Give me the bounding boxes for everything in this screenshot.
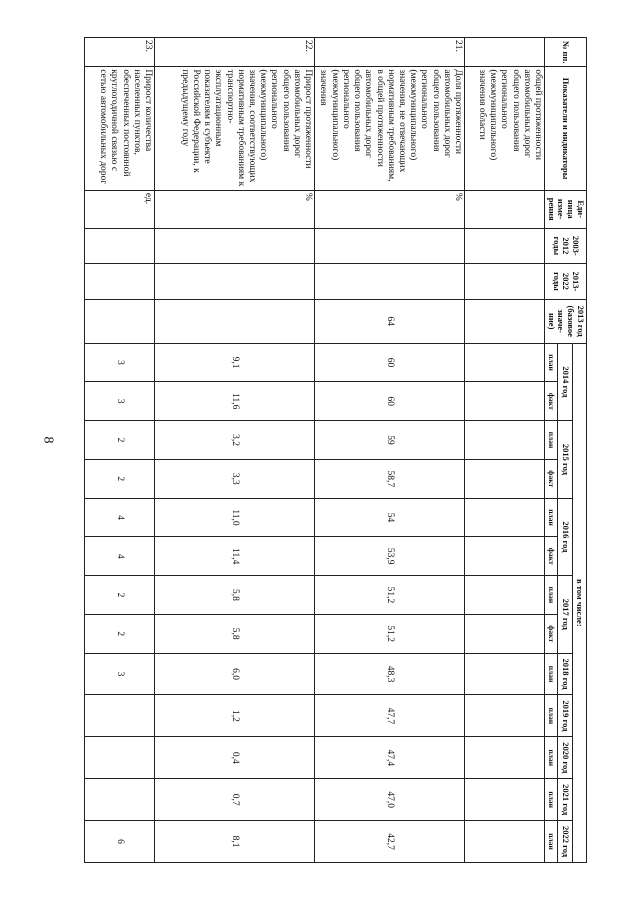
value-cell: 47,7 bbox=[314, 695, 464, 737]
value-cell: 9,1 bbox=[154, 343, 314, 382]
header-plan: план bbox=[544, 821, 557, 863]
value-cell: 8,1 bbox=[154, 821, 314, 863]
table-row bbox=[154, 38, 314, 863]
value-cell: 2 bbox=[84, 421, 154, 460]
header-2016: 2016 год bbox=[558, 498, 572, 575]
header-plan: план bbox=[544, 576, 557, 615]
row-no: 21. bbox=[314, 38, 464, 67]
value-cell: 11,6 bbox=[154, 382, 314, 421]
value-cell: 0,4 bbox=[154, 737, 314, 779]
value-cell: 3 bbox=[84, 343, 154, 382]
indicator-table bbox=[84, 37, 587, 863]
header-2017: 2017 год bbox=[558, 576, 572, 653]
value-cell: 6,0 bbox=[154, 653, 314, 695]
value-cell bbox=[84, 299, 154, 343]
row-unit: ед. bbox=[84, 190, 154, 228]
row-unit: % bbox=[314, 190, 464, 228]
value-cell: 60 bbox=[314, 382, 464, 421]
value-cell: 3,2 bbox=[154, 421, 314, 460]
header-plan: план bbox=[544, 737, 557, 779]
header-plan: план bbox=[544, 695, 557, 737]
header-2020: 2020 год bbox=[558, 737, 572, 779]
value-cell: 11,0 bbox=[154, 498, 314, 537]
page-number: 8 bbox=[40, 436, 56, 444]
value-cell: 3 bbox=[84, 653, 154, 695]
header-2019: 2019 год bbox=[558, 695, 572, 737]
value-cell: 64 bbox=[314, 299, 464, 343]
value-cell: 60 bbox=[314, 343, 464, 382]
value-cell: 58,7 bbox=[314, 459, 464, 498]
row-indicator: общей протяженности автомобильных дорог общего пользования регионального (межмуниципального) значения области bbox=[464, 67, 544, 191]
header-unit: Еди-ница изме-рения bbox=[544, 190, 586, 228]
value-cell: 42,7 bbox=[314, 821, 464, 863]
value-cell bbox=[314, 228, 464, 264]
header-plan: план bbox=[544, 779, 557, 821]
value-cell bbox=[154, 299, 314, 343]
header-indicator: Показатели и индикаторы bbox=[544, 67, 586, 191]
table-row bbox=[464, 38, 544, 863]
value-cell bbox=[314, 264, 464, 300]
indicator-table-sheet bbox=[98, 37, 587, 863]
header-plan: план bbox=[544, 653, 557, 695]
row-indicator: Прирост количества населенных пунктов, обеспеченных постоянной круглогодичной связью с сетью автомобильных дорог bbox=[84, 67, 154, 191]
value-cell: 4 bbox=[84, 498, 154, 537]
value-cell: 59 bbox=[314, 421, 464, 460]
row-no bbox=[464, 38, 544, 67]
header-plan: план bbox=[544, 421, 557, 460]
value-cell: 3 bbox=[84, 382, 154, 421]
value-cell: 2 bbox=[84, 614, 154, 653]
value-cell: 4 bbox=[84, 537, 154, 576]
header-fact: факт bbox=[544, 382, 557, 421]
value-cell: 53,9 bbox=[314, 537, 464, 576]
header-fact: факт bbox=[544, 537, 557, 576]
value-cell: 5,8 bbox=[154, 576, 314, 615]
header-2015: 2015 год bbox=[558, 421, 572, 498]
row-unit: % bbox=[154, 190, 314, 228]
value-cell bbox=[84, 737, 154, 779]
value-cell: 6 bbox=[84, 821, 154, 863]
header-2014: 2014 год bbox=[558, 343, 572, 420]
header-2003-2012: 2003-2012 годы bbox=[544, 228, 586, 264]
row-no: 23. bbox=[84, 38, 154, 67]
header-including: в том числе: bbox=[572, 343, 586, 862]
table-row bbox=[314, 38, 464, 863]
value-cell bbox=[84, 695, 154, 737]
value-cell: 11,4 bbox=[154, 537, 314, 576]
header-no: № пп. bbox=[544, 38, 586, 67]
header-2013-2022: 2013-2022 годы bbox=[544, 264, 586, 300]
value-cell: 5,8 bbox=[154, 614, 314, 653]
value-cell bbox=[84, 264, 154, 300]
value-cell: 48,3 bbox=[314, 653, 464, 695]
value-cell bbox=[154, 264, 314, 300]
value-cell: 54 bbox=[314, 498, 464, 537]
header-plan: план bbox=[544, 498, 557, 537]
header-2021: 2021 год bbox=[558, 779, 572, 821]
value-cell: 47,4 bbox=[314, 737, 464, 779]
value-cell: 2 bbox=[84, 459, 154, 498]
value-cell: 1,2 bbox=[154, 695, 314, 737]
value-cell: 47,0 bbox=[314, 779, 464, 821]
header-plan: план bbox=[544, 343, 557, 382]
header-fact: факт bbox=[544, 459, 557, 498]
row-unit bbox=[464, 190, 544, 228]
value-cell bbox=[84, 779, 154, 821]
row-no: 22. bbox=[154, 38, 314, 67]
row-indicator: Доля протяженности автомобильных дорог общего пользования регионального (межмуниципального) значения, не отвечающих нормативным требованиям, в общей протяженности автомобильных дорог общего пользования регионального (межмуниципального) значения bbox=[314, 67, 464, 191]
value-cell bbox=[154, 228, 314, 264]
table-row bbox=[84, 38, 154, 863]
value-cell: 0,7 bbox=[154, 779, 314, 821]
value-cell bbox=[84, 228, 154, 264]
row-indicator: Прирост протяженности автомобильных дорог общего пользования регионального (межмуниципального) значения, соответствующих нормативным требованиям к транспортно-эксплуатационным показателям в субъекте Российской Федерации, к предыдущему году bbox=[154, 67, 314, 191]
header-2013: 2013 год (базовое значе-ние) bbox=[544, 299, 586, 343]
value-cell: 2 bbox=[84, 576, 154, 615]
value-cell: 3,3 bbox=[154, 459, 314, 498]
value-cell: 51,2 bbox=[314, 576, 464, 615]
value-cell: 51,2 bbox=[314, 614, 464, 653]
header-2022: 2022 год bbox=[558, 821, 572, 863]
header-fact: факт bbox=[544, 614, 557, 653]
header-2018: 2018 год bbox=[558, 653, 572, 695]
